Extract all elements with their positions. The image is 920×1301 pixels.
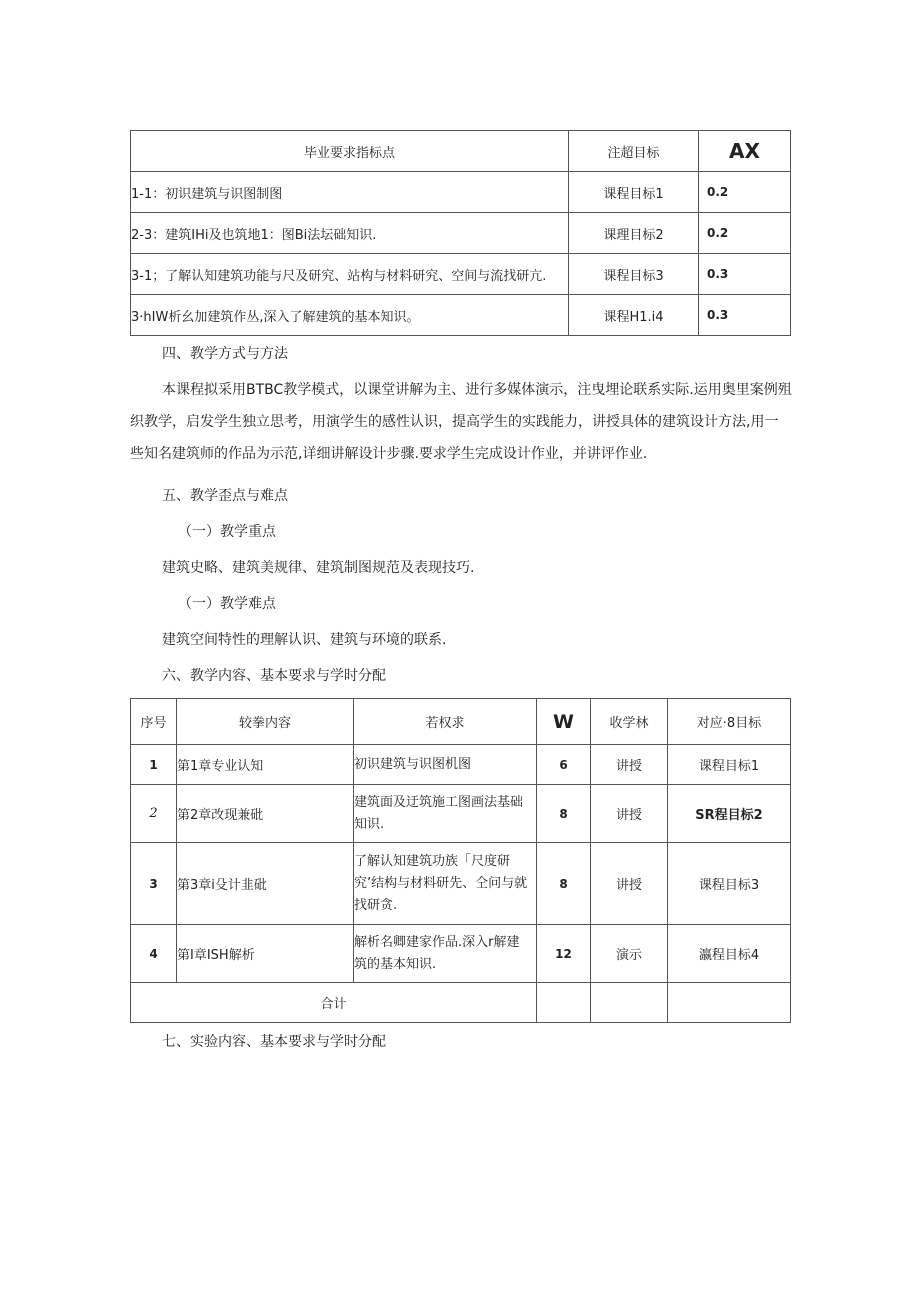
total-target xyxy=(668,983,791,1023)
row-method: 演示 xyxy=(591,925,668,983)
header-target: 对应·8目标 xyxy=(668,699,791,745)
indicator-point: 1-1：初识建筑与识图制图 xyxy=(131,172,569,213)
row-requirement: 初识建筑与识图机图 xyxy=(354,745,537,785)
indicator-point: 2-3：建筑IHi及也筑地1：图Bi法坛础知识. xyxy=(131,213,569,254)
total-method xyxy=(591,983,668,1023)
row-requirement: 了解认知建筑功族「尺度研究’结构与材料研先、仝问与就找研贪. xyxy=(354,843,537,925)
course-target: 课程目标3 xyxy=(569,254,699,295)
difficulties-subheading: （一）教学难点 xyxy=(178,596,276,612)
row-no: 1 xyxy=(131,745,177,785)
indicator-table xyxy=(130,130,791,336)
row-target: 课程目标3 xyxy=(668,843,791,925)
row-requirement: 建筑面及迂筑施工图画法基础知识. xyxy=(354,785,537,843)
row-content: 第I章ISH解析 xyxy=(177,925,354,983)
content-table-header xyxy=(131,699,791,745)
weight-value: 0.3 xyxy=(699,295,791,336)
total-row xyxy=(131,983,791,1023)
row-no: 2 xyxy=(131,785,177,843)
table-row xyxy=(131,213,791,254)
weight-value: 0.3 xyxy=(699,254,791,295)
header-indicator-point: 毕业要求指标点 xyxy=(131,131,569,172)
total-label: 合计 xyxy=(131,983,537,1023)
row-no: 3 xyxy=(131,843,177,925)
row-target: 课程目标1 xyxy=(668,745,791,785)
row-hours: 12 xyxy=(537,925,591,983)
indicator-table-header xyxy=(131,131,791,172)
table-row xyxy=(131,925,791,983)
header-content: 较拳内容 xyxy=(177,699,354,745)
course-target: 课理目标2 xyxy=(569,213,699,254)
total-hours xyxy=(537,983,591,1023)
key-points-text: 建筑史略、建筑美规律、建筑制图规范及表现技巧. xyxy=(162,560,475,576)
table-row xyxy=(131,295,791,336)
header-no: 序号 xyxy=(131,699,177,745)
indicator-point: 3·hIW析幺加建筑作丛,深入了解建筑的基本知识。 xyxy=(131,295,569,336)
row-hours: 8 xyxy=(537,785,591,843)
key-points-subheading: （一）教学重点 xyxy=(178,524,276,540)
table-row xyxy=(131,745,791,785)
section-6-heading: 六、教学内容、基本要求与学时分配 xyxy=(162,668,386,684)
section-5-heading: 五、教学歪点与难点 xyxy=(162,488,288,504)
row-hours: 6 xyxy=(537,745,591,785)
weight-value: 0.2 xyxy=(699,172,791,213)
section-4-paragraph: 本课程拟采用BTBC教学模式，以课堂讲解为主、进行多媒体演示，注曳埋论联系实际.运用奥里案例殂织教学，启发学生独立思考，用演学生的感性认识，提高学生的实践能力，讲授具体的建筑设计方法,用一些知名建筑师的作品为示范,详细讲解设计步骤.要求学生完成设计作业，并讲评作业. xyxy=(130,382,792,462)
table-row xyxy=(131,785,791,843)
table-row xyxy=(131,843,791,925)
row-requirement: 解析名卿建家作品.深入r解建筑的基本知识. xyxy=(354,925,537,983)
header-hours: W xyxy=(537,699,591,745)
course-target: 课程目标1 xyxy=(569,172,699,213)
table-row xyxy=(131,172,791,213)
header-method: 收学林 xyxy=(591,699,668,745)
section-4-heading: 四、教学方式与方法 xyxy=(162,346,288,362)
indicator-point: 3-1；了解认知建筑功能与尺及研究、站构与材料研究、空间与流找研亢. xyxy=(131,254,569,295)
row-content: 第3章i殳计韭砒 xyxy=(177,843,354,925)
content-table xyxy=(130,698,791,1023)
row-target: 瀛程目标4 xyxy=(668,925,791,983)
header-target: 注超目标 xyxy=(569,131,699,172)
row-method: 讲授 xyxy=(591,745,668,785)
row-method: 讲授 xyxy=(591,843,668,925)
row-hours: 8 xyxy=(537,843,591,925)
row-target: SR程目标2 xyxy=(668,785,791,843)
header-requirement: 若权求 xyxy=(354,699,537,745)
table-row xyxy=(131,254,791,295)
row-no: 4 xyxy=(131,925,177,983)
row-method: 讲授 xyxy=(591,785,668,843)
section-7-heading: 七、实验内容、基本要求与学时分配 xyxy=(162,1034,386,1050)
header-weight: AX xyxy=(699,131,791,172)
course-target: 课程H1.i4 xyxy=(569,295,699,336)
row-content: 第1章专业认知 xyxy=(177,745,354,785)
row-content: 第2章改现兼砒 xyxy=(177,785,354,843)
difficulties-text: 建筑空间特性的理解认识、建筑与环境的联系. xyxy=(162,632,447,648)
weight-value: 0.2 xyxy=(699,213,791,254)
